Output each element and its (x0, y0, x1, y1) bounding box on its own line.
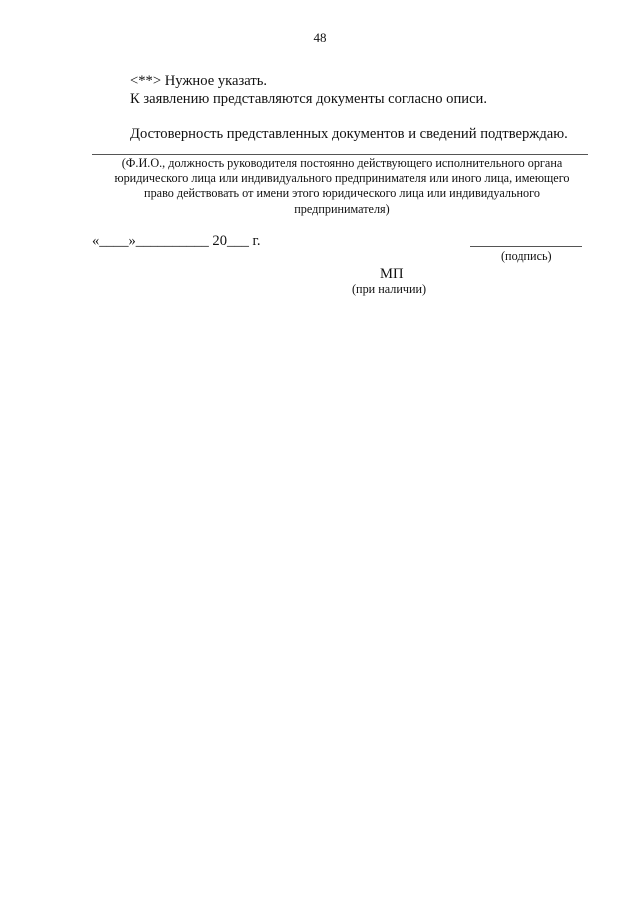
stamp-note: (при наличии) (352, 282, 427, 296)
note-line: <**> Нужное указать. (130, 73, 268, 89)
stamp-label: МП (380, 266, 404, 282)
date-line: «____»__________ 20___ г. (92, 233, 261, 249)
name-underline (92, 154, 588, 155)
caption-line: юридического лица или индивидуального предпринимателя или иного лица, имеющего (114, 171, 570, 186)
caption-line: (Ф.И.О., должность руководителя постоянно действующего исполнительного органа (121, 156, 563, 170)
caption-line: предпринимателя) (294, 201, 390, 216)
signature-label: (подпись) (501, 249, 552, 263)
confirm-line: Достоверность представленных документов и сведений подтверждаю. (130, 126, 568, 142)
name-caption (92, 156, 592, 217)
signature-underline (470, 246, 582, 247)
attach-line: К заявлению представляются документы согласно описи. (130, 91, 488, 107)
page-number: 48 (313, 30, 327, 45)
caption-line: право действовать от имени этого юридического лица или индивидуального (144, 186, 540, 201)
